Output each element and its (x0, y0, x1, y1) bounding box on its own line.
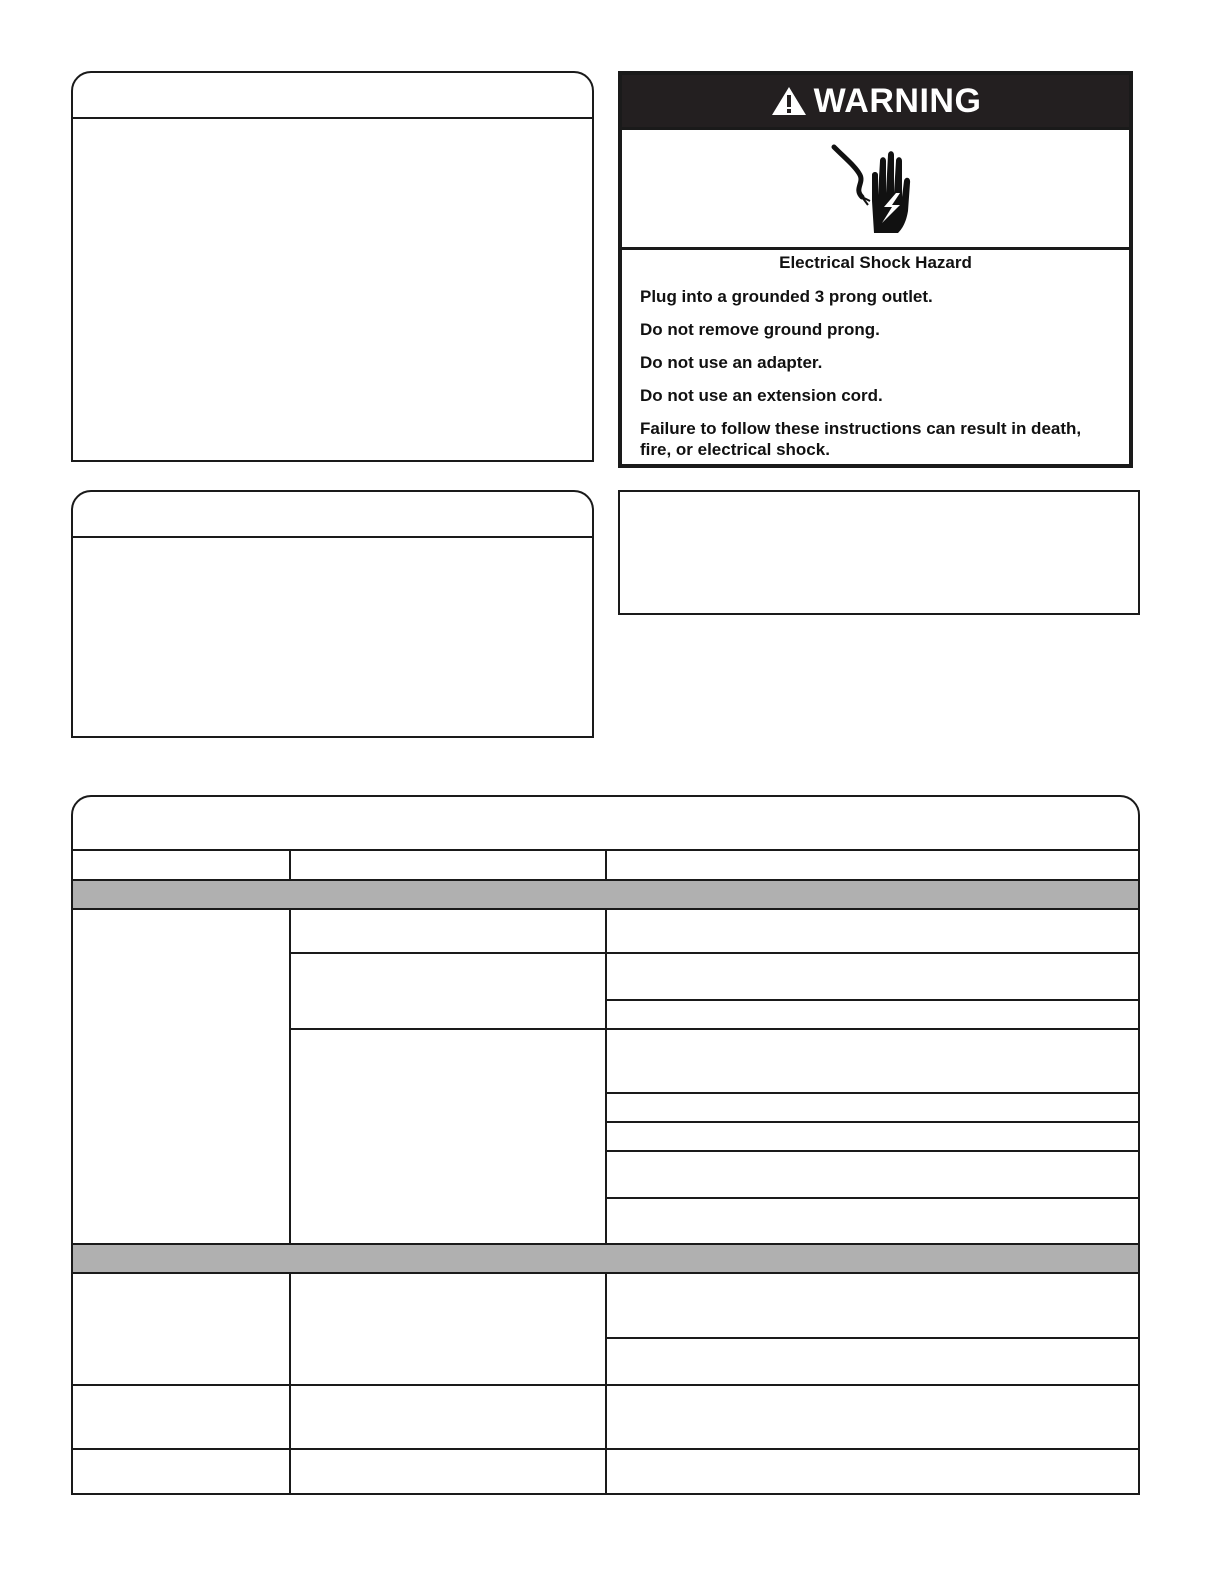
section-band (73, 1243, 1138, 1274)
table-row (73, 1384, 1138, 1386)
section-band (73, 879, 1138, 910)
warning-line: Do not use an adapter. (640, 353, 823, 372)
warning-line: Do not remove ground prong. (640, 320, 880, 339)
table-row (605, 1150, 1138, 1152)
info-panel-middle-left-header (73, 492, 592, 538)
warning-triangle-icon (770, 85, 808, 117)
hazard-title: Electrical Shock Hazard (779, 253, 972, 272)
table-row (605, 1092, 1138, 1094)
warning-header (622, 75, 1129, 127)
warning-header-label: WARNING (813, 81, 982, 120)
warning-line: Do not use an extension cord. (640, 386, 883, 405)
info-panel-top-left (71, 71, 594, 462)
table-row (73, 1448, 1138, 1450)
troubleshooting-table (71, 795, 1140, 1495)
table-row (605, 1337, 1138, 1339)
table-row (605, 1121, 1138, 1123)
info-panel-top-left-header (73, 73, 592, 119)
column-divider (289, 849, 291, 879)
column-divider (289, 910, 291, 1245)
table-row (605, 999, 1138, 1001)
info-panel-middle-left (71, 490, 594, 738)
table-row (605, 1197, 1138, 1199)
warning-icon-area (622, 127, 1129, 250)
warning-box (618, 71, 1133, 468)
warning-line: Plug into a grounded 3 prong outlet. (640, 287, 933, 306)
table-row (289, 1028, 1138, 1030)
electrical-shock-hand-icon (826, 141, 926, 237)
column-divider (605, 910, 607, 1245)
info-box-right (618, 490, 1140, 615)
column-divider (605, 849, 607, 879)
warning-line: Failure to follow these instructions can result in death, fire, or electrical shock. (640, 419, 1082, 459)
warning-text-area (622, 247, 1129, 464)
table-row (289, 952, 1138, 954)
